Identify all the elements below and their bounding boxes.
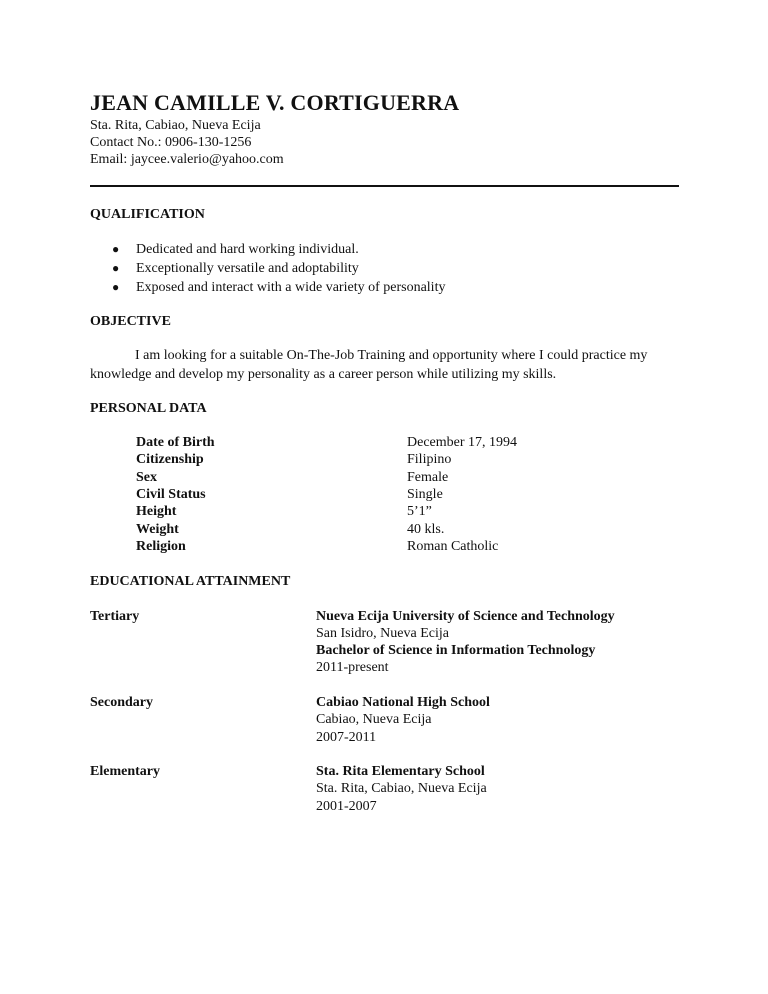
education-heading: EDUCATIONAL ATTAINMENT [90,574,291,589]
weight-value: 40 kls. [407,522,445,537]
citizenship-value: Filipino [407,452,452,467]
sex-label: Sex [136,470,157,485]
tertiary-years: 2011-present [316,660,389,675]
date-of-birth-value: December 17, 1994 [407,435,518,450]
secondary-years: 2007-2011 [316,730,377,745]
sex-value: Female [407,470,449,485]
religion-value: Roman Catholic [407,539,499,554]
civil-status-value: Single [407,487,443,502]
tertiary-school: Nueva Ecija University of Science and Technology [316,609,615,624]
tertiary-location: San Isidro, Nueva Ecija [316,626,449,641]
qualification-item-text: Dedicated and hard working individual. [136,242,359,257]
citizenship-label: Citizenship [136,452,204,467]
bullet-icon: ● [112,242,120,256]
qualification-item [112,280,445,296]
religion-label: Religion [136,539,186,554]
elementary-years: 2001-2007 [316,799,377,814]
elementary-school: Sta. Rita Elementary School [316,764,485,779]
bullet-icon: ● [112,261,120,275]
weight-label: Weight [136,522,179,537]
address-line: Sta. Rita, Cabiao, Nueva Ecija [90,118,261,133]
bullet-icon: ● [112,280,120,294]
qualification-item [112,242,359,258]
tertiary-label: Tertiary [90,609,140,624]
qualification-heading: QUALIFICATION [90,207,205,222]
personal-data-heading: PERSONAL DATA [90,401,207,416]
secondary-school: Cabiao National High School [316,695,490,710]
email-line: Email: jaycee.valerio@yahoo.com [90,152,284,167]
header-divider [90,185,679,187]
date-of-birth-label: Date of Birth [136,435,215,450]
secondary-location: Cabiao, Nueva Ecija [316,712,432,727]
qualification-item [112,261,359,277]
objective-heading: OBJECTIVE [90,314,171,329]
height-label: Height [136,504,177,519]
tertiary-course: Bachelor of Science in Information Technology [316,643,596,658]
height-value: 5’1” [407,504,432,519]
objective-paragraph: I am looking for a suitable On-The-Job Training and opportunity where I could practice my knowledge and develop my personality as a career person while utilizing my skills. [90,348,648,382]
elementary-label: Elementary [90,764,160,779]
civil-status-label: Civil Status [136,487,206,502]
secondary-label: Secondary [90,695,153,710]
contact-number-line: Contact No.: 0906-130-1256 [90,135,252,150]
elementary-location: Sta. Rita, Cabiao, Nueva Ecija [316,781,487,796]
qualification-item-text: Exceptionally versatile and adoptability [136,261,359,276]
qualification-item-text: Exposed and interact with a wide variety of personality [136,280,446,295]
applicant-name: JEAN CAMILLE V. CORTIGUERRA [90,90,460,115]
